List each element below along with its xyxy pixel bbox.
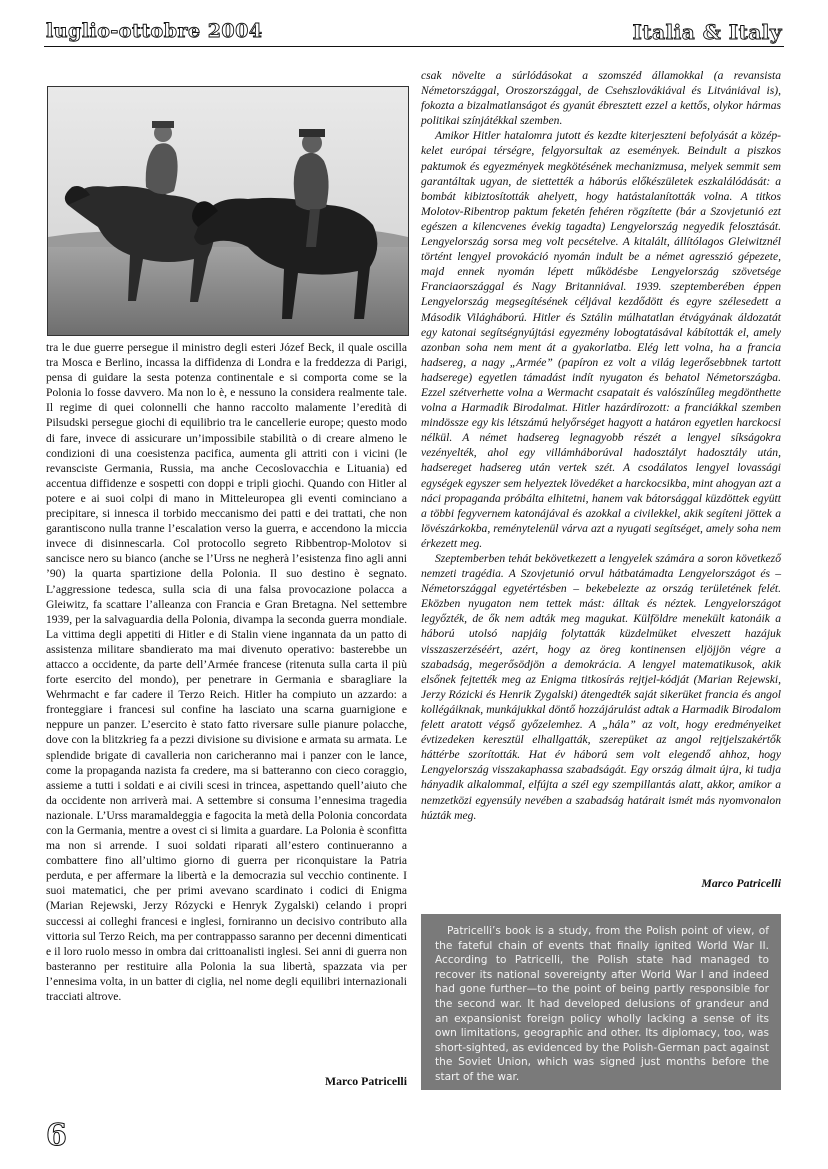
hungarian-article-column [421, 68, 781, 823]
magazine-title-header: Italia & Italy [632, 20, 782, 44]
hungarian-paragraph: csak növelte a súrlódásokat a szomszéd államokkal (a revansista Németországgal, Oroszországgal, de Csehszlovákiával és Litvániával is), fokozta a bizalmatlanságot és gyanút ébresztett ezzel a kettős, olykor hármas politikai színjátékkal szemben. [421, 69, 781, 128]
author-signature-hungarian: Marco Patricelli [701, 876, 781, 890]
italian-article-column [46, 340, 407, 1004]
page-number: 6 [46, 1118, 67, 1153]
hungarian-paragraph: Szeptemberben tehát bekövetkezett a lengyelek számára a soron következő nemzeti tragédia. A Szovjetunió orvul hátbatámadta Lengyelországot és – Németországgal egyetértésben – bekebelezte az ország területének felét. Eközben nyugaton nem tettek mást: álltak és néztek. Lengyelországot legyőzték, de ők nem adták meg magukat. Külföldre menekült katonáik a háború utolsó napjáig folytatták küzdelmüket elveszett hazájuk visszaszerzéséért, azért, hogy az öreg kontinensen eljöjjön végre a szabadság, megerősödjön a demokrácia. A lengyel matematikusok, akik elsőnek fejtették meg az Enigma titkosírás rejtjel-kódját (Marian Rejewski, Jerzy Rózicki és Henrik Zygalski) átengedték saját sikerüket francia és angol kollégáiknak, munkájukkal döntő hozzájárulást adtak a Harmadik Birodalom felett aratott végső győzelemhez. A „hála” az volt, hogy eredményeiket évtizedeken keresztül elhallgatták, szerepüket az angol rejtjelszakértők háttérbe szorították. Hat év háború sem volt elegendő ahhoz, hogy Lengyelország visszakaphassa szabadságát. Egy ország álmait újra, ki tudja hányadik alkalommal, elfújta a szél egy szempillantás alatt, akkor, amikor a nemzetközi egyensúly nevében a szabadság határait ismét más nyomvonalon húzták meg. [421, 552, 781, 822]
italian-article-text: tra le due guerre persegue il ministro degli esteri Józef Beck, il quale oscilla tra Mosca e Berlino, incassa la diffidenza di Londra e la freddezza di Parigi, pensa di guidare la sesta potenza continentale e si comporta come se la Polonia lo fosse davvero. Ma non lo è, e nessuno la considera realmente tale. Il regime di quei colonnelli che hanno raccolto malamente l’eredità di Pilsudski persegue giochi di equilibrio tra le cancellerie europe; questo modo di fare, invece di assicurare un’impossibile stabilità o di creare almeno le condizioni di una coesistenza pacifica, aumenta gli attriti con i vicini (le revansciste Germania, Russia, ma anche Cecoslovacchia e Lituania) ed accentua diffidenze e sospetti con doppi e tripli giochi. Quando con Hitler al potere e ai suoi colpi di mano in Mitteleuropea gli eventi cominciano a precipitare, si innesca il torbido meccanismo dei patti e dei trattati, che non garantiscono nulla tranne l’escalation verso la guerra, e accendono la miccia invece di disinnescarla. Col protocollo segreto Ribbentrop-Molotov si sancisce nero su bianco (anche se l’Urss ne negherà l’esistenza fino agli anni ’90) la quarta spartizione della Polonia. Il suo destino è segnato. L’aggressione tedesca, sulla scia di una falsa provocazione polacca a Gleiwitz, fa scattare l’alleanza con Francia e Gran Bretagna. Nel settembre 1939, per la salvaguardia della Polonia, divampa la seconda guerra mondiale. La vittima degli appetiti di Hitler e di Stalin viene ingannata da un patto di assistenza militare sbandierato ma mai divenuto operativo: basterebbe un attacco a occidente, da parte dell’Armée francese (ritenuta sulla carta il più forte esercito del mondo), per penetrare in Germania e sbaragliare la Wehrmacht e far cadere il Terzo Reich. Hitler ha compiuto un azzardo: a fronteggiare i francesi sul confine ha lasciato una scarna guarnigione e neppure un panzer. L’esercito è stato fatto riversare sulle pianure polacche, dove con la blitzkrieg fa a pezzi divisione su divisione e armata su armata. Le splendide brigate di cavalleria non caricheranno mai i panzer con le lance, come la propaganda nazista fa credere, ma si batteranno con cieco coraggio, assieme a tutti i soldati e ai civili scesi in trincea, aspettando quell’aiuto che da occidente non arriverà mai. A settembre si consuma l’ennesima tragedia nazionale. L’Urss maramaldeggia e fagocita la metà della Polonia concordata con la Germania, mentre a ovest ci si limita a guardare. La Polonia è sconfitta ma non si arrende. I suoi soldati riparati all’estero continueranno a combattere fino all’ultimo giorno di guerra per riconquistare la Patria perduta, e per affermare la libertà e la democrazia sul vecchio continente. I suoi matematici, che per primi avevano scardinato i codici di Enigma (Marian Rejewski, Jerzy Rózycki e Henryk Zygalski) celando i propri successi ai colleghi francesi e inglesi, forniranno un decisivo contributo alla vittoria sul Terzo Reich, ma per contrappasso saranno per decenni dimenticati e il loro ruolo messo in ombra dai crittoanalisti inglesi. Sei anni di guerra non basteranno per restituire alla Polonia la sua libertà, spazzata via per l’ennesima volta, in un batter di ciglia, nel nome degli equilibri internazionali tracciati altrove. [46, 341, 407, 1004]
issue-date-header: luglio-ottobre 2004 [46, 20, 263, 42]
author-signature-italian: Marco Patricelli [325, 1074, 407, 1088]
english-summary-box: Patricelli’s book is a study, from the Polish point of view, of the fateful chain of events that finally ignited World War II. According to Patricelli, the Polish state had managed to recover its national sovereignty after World War I and indeed had gone further—to the point of being partly responsible for the second war. It had developed delusions of grandeur and an expansionist foreign policy wholly lacking a sense of its own limitations, geographic and other. Its diplomacy, too, was short-sighted, as evidenced by the Polish-German pact against the Soviet Union, which was signed just months before the start of the war. [421, 914, 781, 1090]
historical-photo-two-horsemen [47, 86, 409, 336]
hungarian-paragraph: Amikor Hitler hatalomra jutott és kezdte kiterjeszteni befolyását a közép-kelet európai térségre, felgyorsultak az események. Beindult a piszkos paktumok és egyezmények megkötésének mechanizmusa, melyek semmit sem garantáltak ugyan, de siettették a háborús előkészületek eszkalálódását: a bombát kibiztosították ahelyett, hogy hatástalanították volna. A titkos Molotov-Ribentrop paktum feketén fehéren rögzítette (bár a Szovjetunió ezt egészen a kilencvenes évekig tagadta) Lengyelország negyedik felosztását. Lengyelország sorsa meg volt pecsételve. A kitalált, állítólagos Gleiwitznél történt lengyel provokáció nyomán indult be a német agresszió gépezete, majd ennek nyomán lépett működésbe Lengyelország szövetsége Franciaországgal és Nagy Britanniával. 1939. szeptemberében éppen Lengyelország megsegítésének céljával kezdődött és egyre szélesedett a Második Világháború. Hitler és Sztálin múlhatatlan étvágyának áldozatát egy katonai segítségnyújtási egyezmény lobogtatásával kábították el, amely azonban soha nem ment át a gyakorlatba. Elég lett volna, ha a francia hadsereg, a nagy „Armée” (papíron ez volt a világ legerősebbnek tartott hadserege) egyetlen támadást indít nyugaton és behatol Németországba. Ezzel szétverhette volna a Wermacht csapatait és valószínűleg megdönthette volna a Harmadik Birodalmat. Hitler hazárdírozott: a franciákkal szemben mindössze egy kis létszámú helyőrséget hagyott a határon egyetlen harckocsi nélkül. A német hadsereg legnagyobb részét a lengyel síkságokra vezényelték, ahol egy villámháborúval hadosztályt hadosztály után, hadsereget hadsereg után vertek szét. A csodálatos lengyel lovassági egységek egyszer sem helyeztek lövedéket a harckocsikba, mint ahogyan azt a náci propaganda próbálta elhitetni, hanem vak bátorsággal küzdöttek együtt a többi fegyvernem katonájával és azokkal a civilekkel, akik segíteni jöttek a lövészárkokba, reménytelenül várva azt a nyugati segítséget, amely soha nem érkezett meg. [421, 129, 781, 550]
header-rule [44, 46, 784, 47]
